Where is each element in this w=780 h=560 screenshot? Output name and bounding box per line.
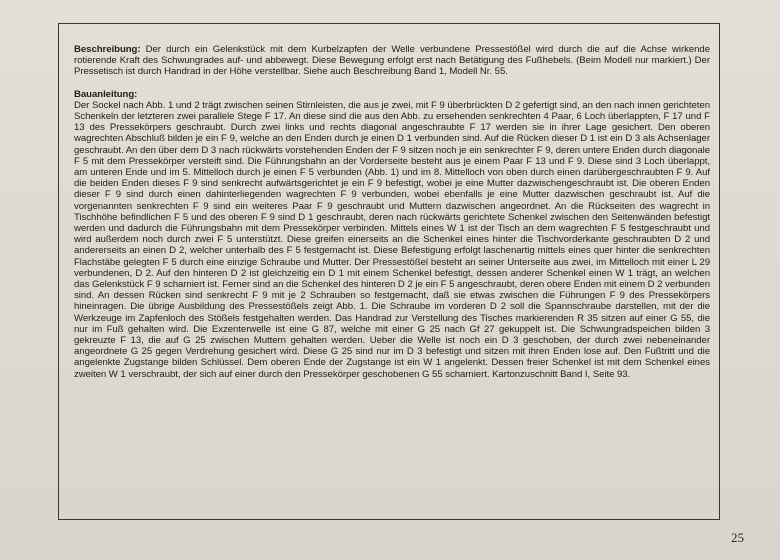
text-block (74, 44, 710, 380)
paragraph-gap (74, 78, 710, 89)
page-number: 25 (731, 530, 744, 545)
bauanleitung-heading: Bauanleitung: (74, 88, 138, 100)
beschreibung-paragraph (74, 44, 710, 78)
beschreibung-heading: Beschreibung: (74, 44, 141, 55)
beschreibung-text: Der durch ein Gelenkstück mit dem Kurbelzapfen der Welle verbundene Pressestößel wird durch die auf die Achse wirkende rotierende Kraft des Schwungrades auf- und abbewegt. Diese Bewegung erfolgt erst nach Betätigung des Fußhebels. (Beim Modell nur markiert.) Der Pressetisch ist durch Handrad in der Höhe verstellbar. Siehe auch Beschreibung Band 1, Modell Nr. 55. (74, 44, 710, 78)
bauanleitung-text: Der Sockel nach Abb. 1 und 2 trägt zwischen seinen Stirnleisten, die aus je zwei, mit F 9 überbrückten D 2 gefertigt sind, an den nach innen gerichteten Schenkeln der letzteren zwei parallele Stege F 17. An diese sind die aus den Abb. zu ersehenden senkrechten 4 Paar, 6 Loch überlappten, F 17 und F 13 des Pressekörpers geschraubt. Durch zwei links und rechts diagonal angeschraubte F 17 werden sie in ihrer Lage gesichert. Den oberen wagrechten Abschluß bilden je ein F 9, welche an den Enden durch je einen D 1 verbunden sind. Auf die Rücken dieser D 1 ist ein D 3 als Achsenlager geschraubt. An den über dem D 3 nach rückwärts vorstehenden Enden der F 9 sitzen noch je ein senkrechter F 9, deren untere Enden durch diagonale F 5 mit dem Pressekörper versteift sind. Die Führungsbahn an der Vorderseite besteht aus je einem Paar F 13 und F 9. Diese sind 3 Loch überlappt, am unteren Ende und im 5. Mittelloch durch je einen F 5 verbunden (Abb. 1) und im 8. Mittelloch von oben durch einen darübergeschraubten F 9. Auf die beiden Enden dieses F 9 sind senkrecht aufwärtsgerichtet je ein F 9 befestigt, wobei je eine Mutter dazwischengeschraubt ist. Die oberen Enden dieser F 9 sind durch einen dahinterliegenden wagrechten F 9 verbunden, wobei ebenfalls je eine Mutter dazwischen geschraubt ist. Auf die vorgenannten senkrechten F 9 sind ein weiteres Paar F 9 geschraubt und Muttern dazwischen angeordnet. An die Rückseiten des wagrecht in Tischhöhe befindlichen F 5 und des oberen F 9 sind D 1 geschraubt, deren nach rückwärts gerichtete Schenkel zwischen den Seitenwänden befestigt werden und dadurch die Führungsbahn mit dem Pressekörper verbinden. Mittels eines W 1 ist der Tisch an dem wagrechten F 5 festgeschraubt und wird außerdem noch durch zwei F 5 unterstützt. Diese greifen einerseits an die Schenkel eines hinter die Tischvorderkante geschraubten D 2 und andererseits an einen D 2, welcher unterhalb des F 5 festgemacht ist. Diese Befestigung erfolgt laschenartig mittels eines quer hinter die senkrechten Flachstäbe gelegten F 5 durch eine einzige Schraube und Mutter. Der Pressestößel besteht an seiner Unterseite aus zwei, im Mittelloch mit einer L 29 verbundenen, D 2. Auf den hinteren D 2 ist gleichzeitig ein D 1 mit einem Schenkel befestigt, dessen anderer Schenkel einen W 1 trägt, an welchen das Gelenkstück F 9 scharniert ist. Ferner sind an die Schenkel des hinteren D 2 je ein F 5 angeschraubt, deren obere Enden mit einem D 2 verbunden sind. An dessen Rücken sind senkrecht F 9 mit je 2 Schrauben so festgemacht, daß sie etwas zwischen die Führungen F 9 des Pressekörpers hineinragen. Die übrige Ausbildung des Pressestößels zeigt Abb. 1. Die Schraube im vorderen D 2 soll die Spannschraube darstellen, mit der die Werkzeuge im Zapfenloch des Stößels festgehalten werden. Das Handrad zur Verstellung des Tisches markierenden R 35 sitzen auf einer G 55, die nur im Fuß gehalten wird. Die Exzenterwelle ist eine G 87, welche mit einer G 25 nach Gf 27 gekuppelt ist. Die Schwungradspeichen bilden 3 gekreuzte F 13, die auf G 25 zwischen Muttern gehalten werden. Ueber die Welle ist noch ein D 3 geschoben, der durch zwei nebeneinander angeordnete G 25 gegen Verdrehung gesichert wird. Diese G 25 sind nur im D 3 befestigt und sitzen mit ihren Enden lose auf. Den Fußtritt und die angelenkte Zugstange bilden Schlüssel. Dem oberen Ende der Zugstange ist ein W 1 angelenkt. Dessen freier Schenkel ist mit dem Schenkel eines zweiten W 1 verschraubt, der sich auf einer durch den Pressekörper geschobenen G 55 scharniert. Kartonzuschnitt Band I, Seite 93. (74, 99, 710, 380)
